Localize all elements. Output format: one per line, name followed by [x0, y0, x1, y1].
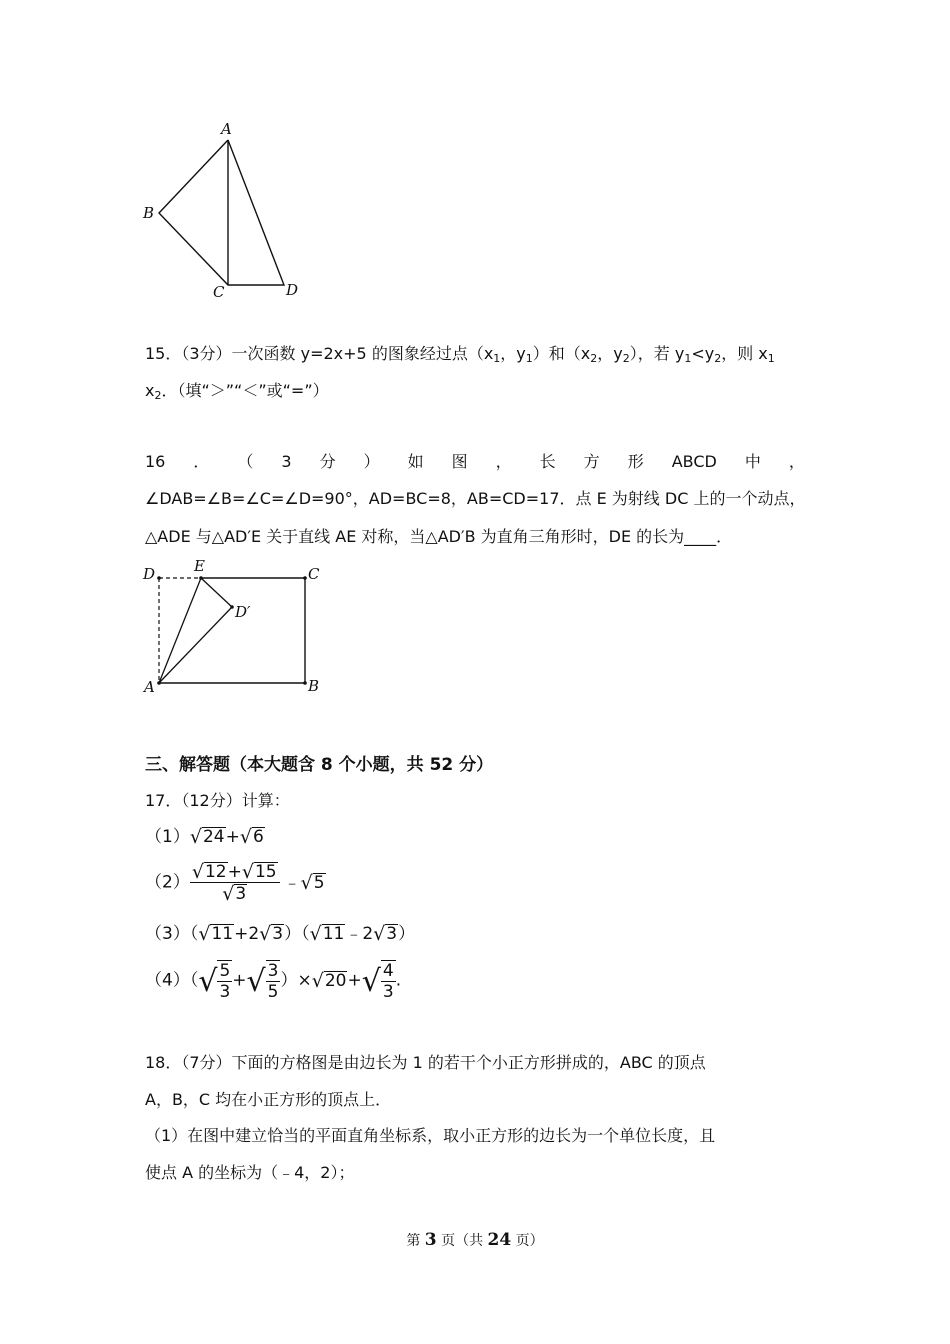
q17-part2: （2） $\frac{√12+√15}{√3}$ ﹣√5 [145, 861, 325, 905]
label-C: C [213, 283, 225, 301]
page-total: 24 [487, 1230, 512, 1250]
q17-title: 17．（12分）计算： [145, 791, 290, 810]
page-footer: 第 3 页（共 24 页） [406, 1230, 544, 1250]
label-D: D [286, 281, 299, 299]
label-A: A [144, 678, 155, 696]
label-A: A [221, 120, 232, 138]
q17-part4: （4）（√ $\frac{5}{3}$ +√ $\frac{3}{5}$ ）×√20+√ $\frac{4}{3}$ . [145, 960, 402, 1002]
page-number: 3 [424, 1230, 437, 1250]
q16-line1: 16 ． （ 3 分 ） 如 图 ， 长 方 形 ABCD 中 ， [145, 452, 805, 471]
q16-line2: ∠DAB=∠B=∠C=∠D=90°，AD=BC=8，AB=CD=17．点 E 为射线 DC 上的一个动点， [145, 489, 806, 508]
label-E: E [194, 557, 205, 575]
section-heading: 三、解答题（本大题含 8 个小题，共 52 分） [145, 755, 494, 775]
label-D-prime: D′ [235, 603, 251, 621]
q18-line3: （1）在图中建立恰当的平面直角坐标系，取小正方形的边长为一个单位长度，且 [145, 1126, 716, 1145]
label-B: B [143, 204, 155, 222]
label-C: C [308, 565, 320, 583]
q15-line2: $x_2$．（填“＞”“＜”或“=”） [145, 381, 329, 402]
label-D: D [143, 565, 156, 583]
rectangle-figure-16 [138, 555, 338, 700]
triangle-figure-14 [135, 115, 315, 305]
q15-line1: 15．（3分）一次函数 y=2x+5 的图象经过点（$x_1$，$y_1$）和（$x_2$，$y_2$），若 $y_1<y_2$，则 $x_1$ [145, 344, 775, 365]
q18-line2: A，B，C 均在小正方形的顶点上． [145, 1090, 392, 1109]
q17-part3: （3）（√11+2√3）（√11﹣2√3） [145, 923, 416, 945]
q18-line4: 使点 A 的坐标为（﹣4，2）； [145, 1163, 355, 1182]
label-B: B [308, 677, 320, 695]
q16-line3: △ADE 与△AD′E 关于直线 AE 对称，当△AD′B 为直角三角形时，DE 的长为____． [145, 527, 733, 546]
q18-line1: 18．（7分）下面的方格图是由边长为 1 的若干个小正方形拼成的，ABC 的顶点 [145, 1053, 706, 1072]
q17-part1: （1）√24+√6 [145, 826, 264, 848]
